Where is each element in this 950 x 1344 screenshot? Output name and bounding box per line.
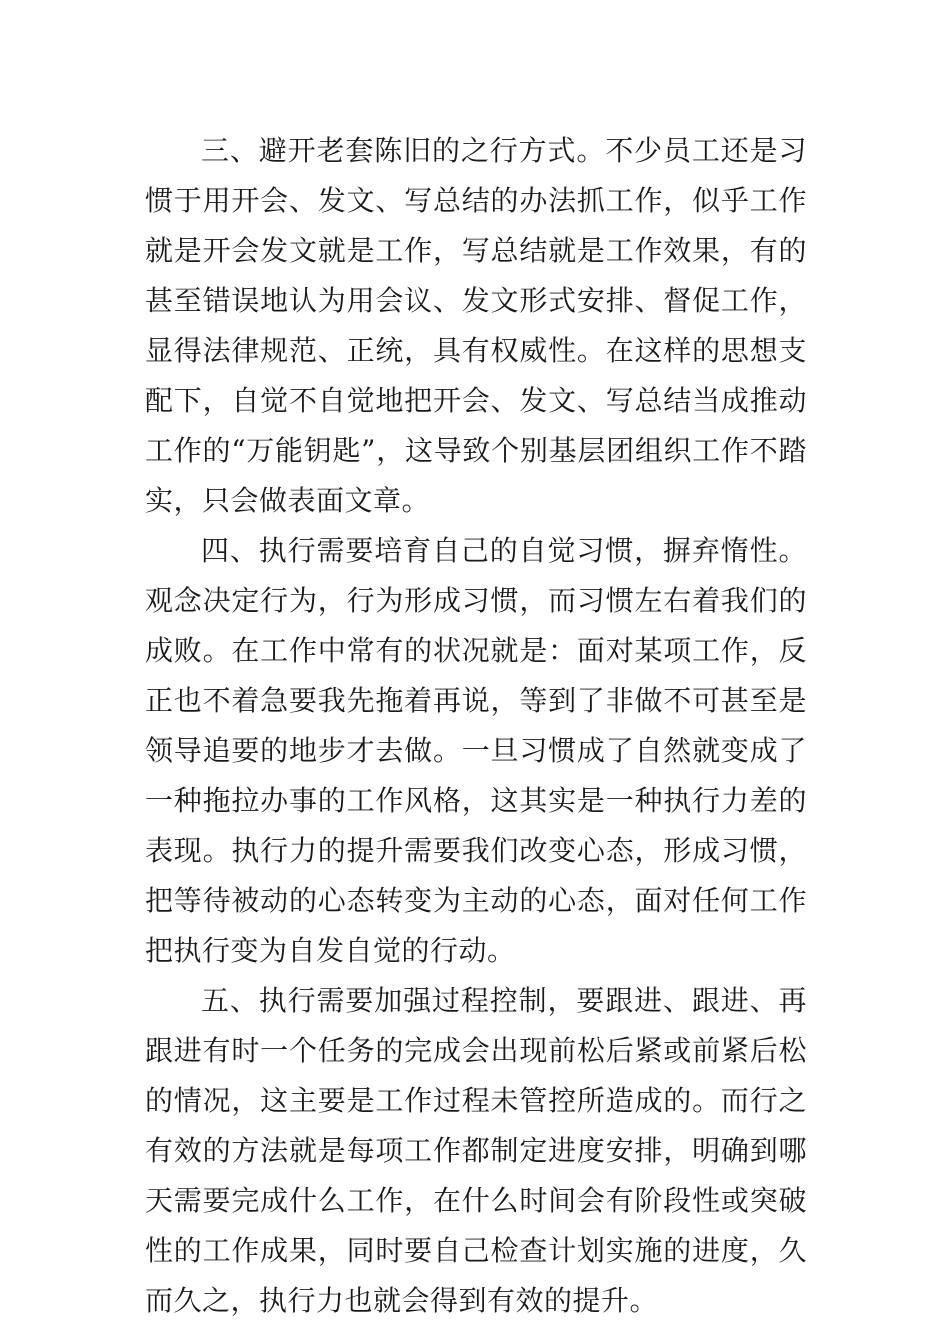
paragraph-3: 三、避开老套陈旧的之行方式。不少员工还是习惯于用开会、发文、写总结的办法抓工作，似乎工作就是开会发文就是工作，写总结就是工作效果，有的甚至错误地认为用会议、发文形式安排、督促工作，显得法律规范、正统，具有权威性。在这样的思想支配下，自觉不自觉地把开会、发文、写总结当成推动工作的“万能钥匙”，这导致个别基层团组织工作不踏实，只会做表面文章。 <box>145 134 807 517</box>
paragraph-4: 四、执行需要培育自己的自觉习惯，摒弃惰性。观念决定行为，行为形成习惯，而习惯左右着我们的成败。在工作中常有的状况就是：面对某项工作，反正也不着急要我先拖着再说，等到了非做不可甚至是领导追要的地步才去做。一旦习惯成了自然就变成了一种拖拉办事的工作风格，这其实是一种执行力差的表现。执行力的提升需要我们改变心态，形成习惯，把等待被动的心态转变为主动的心态，面对任何工作把执行变为自发自觉的行动。 <box>145 534 807 967</box>
paragraph-5: 五、执行需要加强过程控制，要跟进、跟进、再跟进有时一个任务的完成会出现前松后紧或前紧后松的情况，这主要是工作过程未管控所造成的。而行之有效的方法就是每项工作都制定进度安排，明确到哪天需要完成什么工作，在什么时间会有阶段性或突破性的工作成果，同时要自己检查计划实施的进度，久而久之，执行力也就会得到有效的提升。 <box>145 984 807 1317</box>
document-body <box>145 126 807 1326</box>
